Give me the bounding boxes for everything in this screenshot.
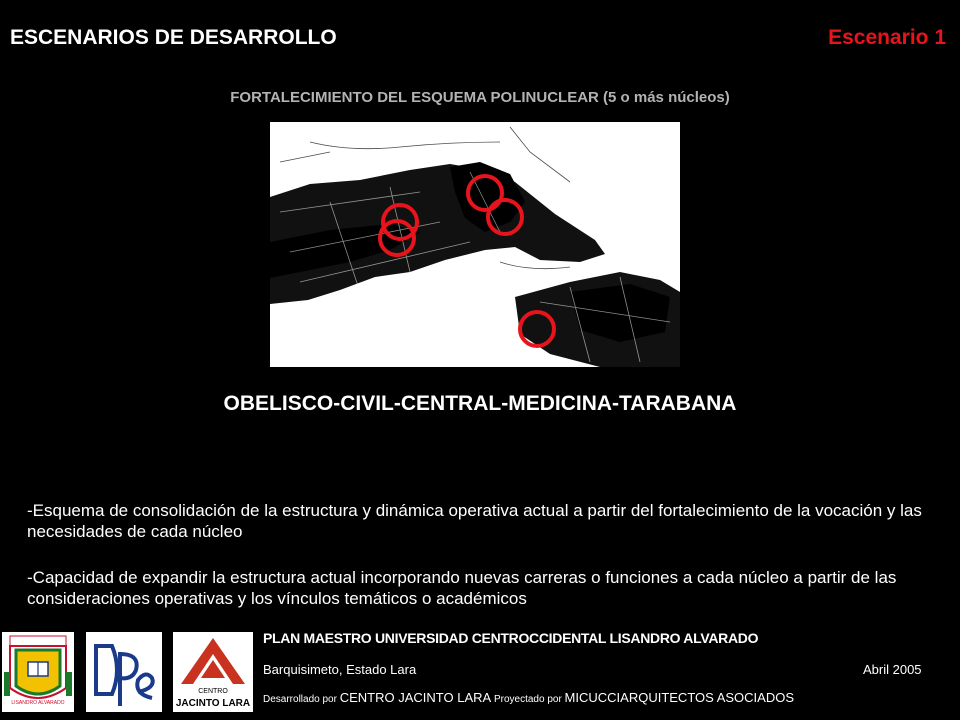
projected-by-label: Proyectado por — [491, 694, 565, 705]
subtitle-detail: (5 o más núcleos) — [598, 89, 730, 106]
footer-plan-title: PLAN MAESTRO UNIVERSIDAD CENTROCCIDENTAL LISANDRO ALVARADO — [263, 630, 759, 646]
projected-by: MICUCCIARQUITECTOS ASOCIADOS — [564, 690, 795, 705]
footer-city: Barquisimeto, Estado Lara — [263, 662, 417, 677]
page-title: ESCENARIOS DE DESARROLLO — [10, 26, 337, 49]
footer-date: Abril 2005 — [863, 662, 922, 677]
developed-by: CENTRO JACINTO LARA — [339, 690, 492, 705]
bullet-item: -Esquema de consolidación de la estructura y dinámica operativa actual a partir del fortalecimiento de la vocación y las necesidades de cada núcleo — [27, 501, 922, 541]
centro-jacinto-lara-logo — [173, 632, 253, 712]
bullet-item: -Capacidad de expandir la estructura actual incorporando nuevas carreras o funciones a cada núcleo a partir de las consideraciones operativas y los vínculos temáticos o académicos — [27, 568, 897, 608]
ucla-seal-logo — [2, 632, 74, 712]
scenario-label: Escenario 1 — [828, 26, 946, 49]
svg-text:CENTRO: CENTRO — [198, 688, 228, 695]
footer-credits — [263, 690, 794, 705]
city-map-image — [270, 122, 680, 367]
ucla-seal-icon — [2, 632, 74, 712]
dpe-icon — [86, 632, 162, 712]
developed-by-label: Desarrollado por — [263, 694, 340, 705]
subtitle-main: FORTALECIMIENTO DEL ESQUEMA POLINUCLEAR — [230, 89, 599, 106]
nuclei-label: OBELISCO-CIVIL-CENTRAL-MEDICINA-TARABANA — [223, 392, 737, 415]
svg-text:LISANDRO ALVARADO: LISANDRO ALVARADO — [11, 700, 65, 706]
map-drawing — [270, 122, 680, 367]
subtitle — [0, 89, 960, 106]
svg-text:JACINTO LARA: JACINTO LARA — [175, 698, 251, 709]
dpe-logo — [86, 632, 162, 712]
jacinto-lara-icon — [173, 632, 253, 712]
